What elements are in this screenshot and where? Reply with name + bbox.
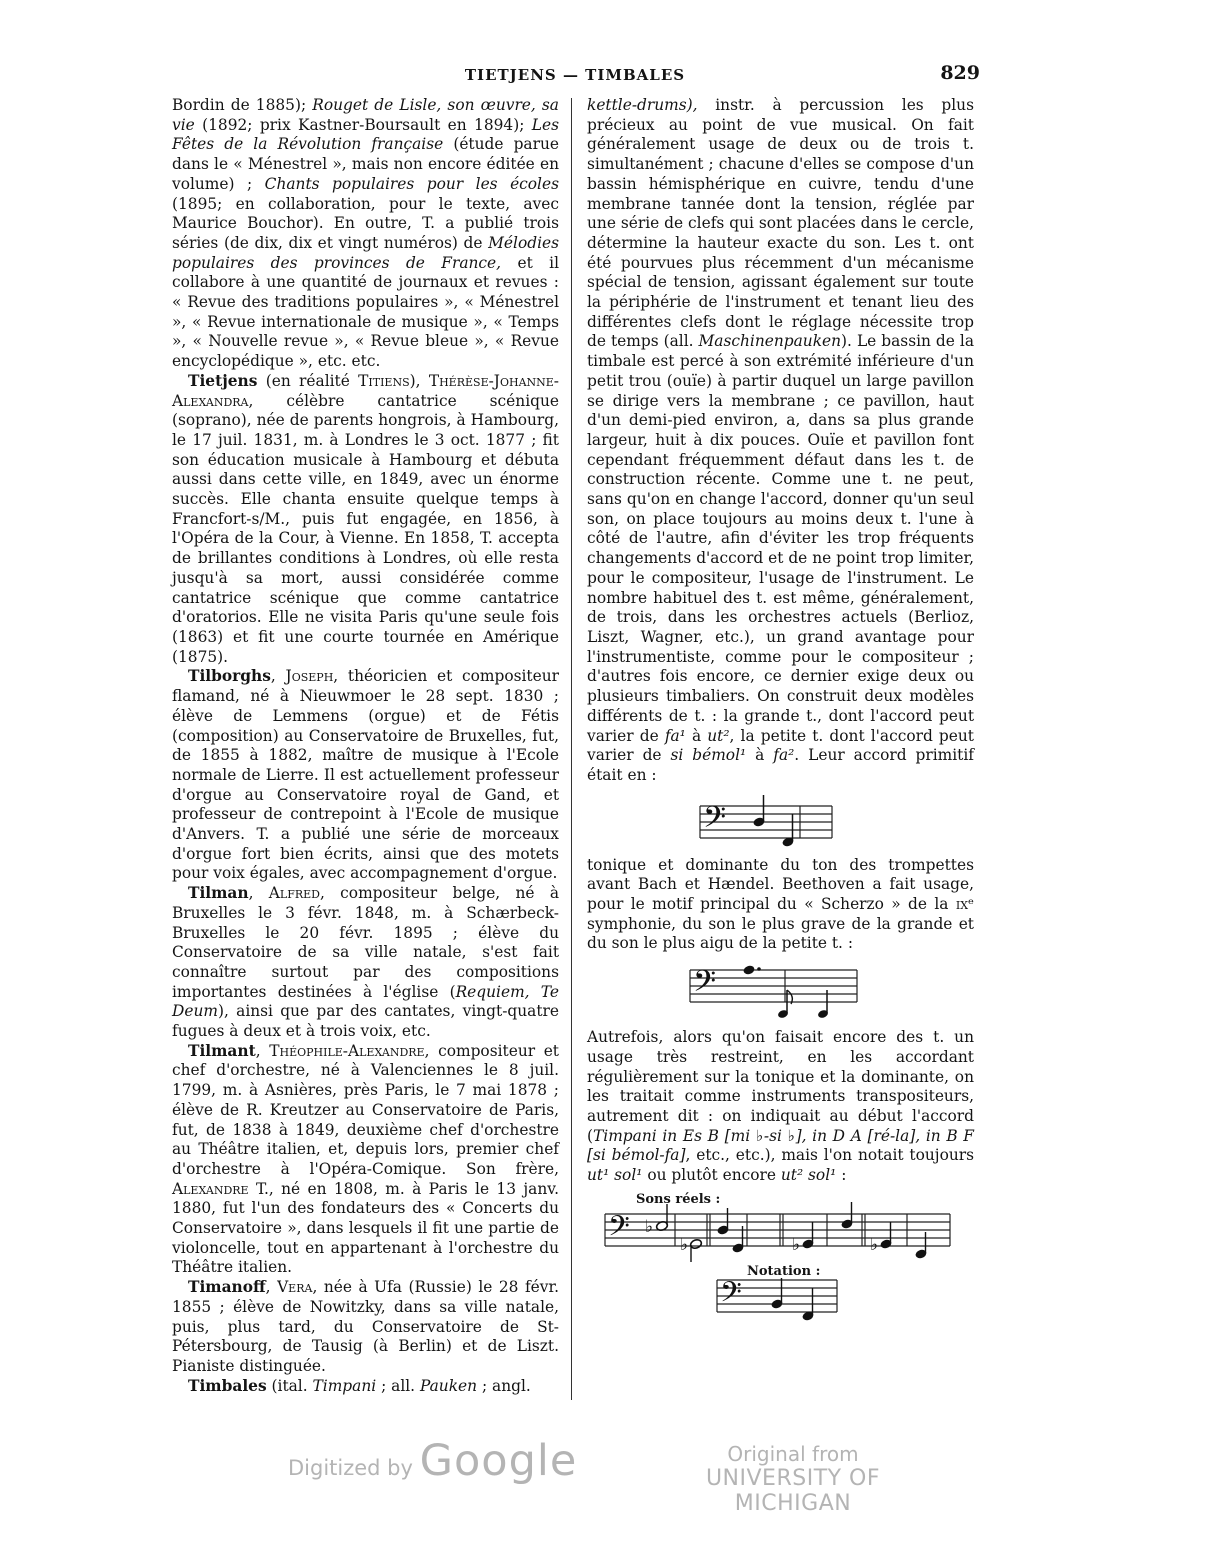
body-text: instr. à percussion les plus précieux au point de vue musical. On fait généralement usage de deux ou de trois t. simultanément ; chacune d'elles se compose d'un bassin hémisphérique en cuivre, tendu d'une membrane tannée dont la tension, réglée par une série de clefs qui sont placées dans le cercle, détermine la hauteur exacte du son. Les t. ont été pourvues plus récemment d'un mécanisme spécial de tension, agissant également sur toute la périphérie de l'instrument et tenant lieu des différentes clefs dont le réglage nécessite trop de temps (all. <box>587 96 974 351</box>
headword: Tilmant <box>188 1041 256 1060</box>
italic-text: Mélodies populaires des provinces de France, <box>172 233 559 272</box>
body-text: , la petite t. dont l'accord peut varier de <box>587 726 974 765</box>
body-text: : <box>836 1166 847 1185</box>
svg-text:♭: ♭ <box>792 1234 801 1255</box>
headword: Timanoff <box>188 1278 266 1297</box>
small-caps-text: Titiens <box>358 371 410 390</box>
body-text: ou plutôt encore <box>642 1166 781 1185</box>
svg-text:𝄢: 𝄢 <box>720 1275 742 1316</box>
right-column <box>587 96 974 1322</box>
body-text: (1895; en collaboration, pour le texte, avec Maurice Bouchor). En outre, T. a publié trois séries (de dix, dix et vingt numéros) de <box>172 194 559 252</box>
body-text: (étude parue dans le « Ménestrel », mais non encore éditée en volume) ; <box>172 135 559 193</box>
original-from-watermark <box>668 1442 918 1516</box>
body-text: tonique et dominante du ton des trompettes avant Bach et Hændel. Beethoven a fait usage, pour le motif principal du « Scherzo » de la <box>587 855 974 914</box>
small-caps-text: ixᵉ <box>955 895 974 914</box>
italic-text: fa² <box>773 746 795 765</box>
italic-text: Timpani in Es B [mi ♭-si ♭], in D A [ré-la], in B F [si bémol-fa] <box>587 1126 974 1165</box>
music-example-primitive-tuning <box>587 792 974 848</box>
body-text: Autrefois, alors qu'on faisait encore des t. un usage très restreint, en les accordant régulièrement sur la tonique et la dominante, on les traitait comme instruments transpositeurs, autrement dit : on indiquait au début l'accord ( <box>587 1028 974 1145</box>
entry-text <box>172 667 559 882</box>
small-caps-text: Vera <box>277 1278 313 1297</box>
body-text: , <box>270 667 286 686</box>
body-text: à <box>746 746 774 765</box>
music-example-real-and-notation <box>587 1190 974 1322</box>
svg-text:𝄢: 𝄢 <box>693 965 717 1007</box>
small-caps-text: Alexandre <box>172 1179 249 1198</box>
entry-tilman <box>172 884 559 1042</box>
italic-text: ut² sol¹ <box>780 1166 837 1185</box>
page-header <box>170 62 980 92</box>
original-from-label: Original from <box>727 1442 859 1466</box>
transposing-paragraph <box>587 1028 974 1186</box>
headword: Tilborghs <box>188 667 271 686</box>
label-sons-reels: Sons réels : <box>636 1191 721 1207</box>
italic-text: ut¹ sol¹ <box>587 1166 643 1185</box>
body-text: symphonie, du son le plus grave de la grande et du son le plus aigu de la petite t. : <box>587 914 974 953</box>
italic-text: Chants populaires pour les écoles <box>264 174 559 193</box>
body-text: , compositeur et chef d'orchestre, né à Valenciennes le 8 juil. 1799, m. à Asnières, près Paris, le 7 mai 1878 ; élève de R. Kreutzer au Conservatoire de Paris, fut, de 1838 à 1849, deuxième chef d'orchestre au Théâtre italien, et, depuis lors, premier chef d'orchestre à l'Opéra-Comique. Son frère, <box>172 1041 559 1178</box>
staff-sons-reels <box>587 1202 974 1262</box>
entry-text <box>172 372 559 666</box>
entry-tilborghs <box>172 667 559 884</box>
body-text: (en réalité <box>257 371 359 390</box>
svg-text:♭: ♭ <box>870 1234 879 1255</box>
staff-notation <box>587 1274 974 1322</box>
label-notation: Notation : <box>747 1263 821 1279</box>
body-text: , <box>255 1041 270 1060</box>
body-text: ; all. <box>376 1376 420 1395</box>
body-text: ), <box>409 371 429 390</box>
italic-text: fa¹ <box>664 726 686 745</box>
digitized-by-google-watermark <box>288 1436 577 1486</box>
continuation-paragraph <box>172 96 559 372</box>
italic-text: Pauken <box>419 1376 478 1395</box>
svg-text:𝄢: 𝄢 <box>703 800 727 842</box>
body-text: , <box>265 1278 278 1297</box>
italic-text: si bémol¹ <box>670 746 747 765</box>
italic-text: Requiem, Te Deum <box>172 982 559 1021</box>
svg-text:𝄢: 𝄢 <box>608 1209 630 1250</box>
timbales-description <box>587 96 974 786</box>
entry-text <box>172 884 559 1040</box>
google-logo: Google <box>419 1436 578 1486</box>
entry-tilmant <box>172 1042 559 1278</box>
body-text: , célèbre cantatrice scénique (soprano), née de parents hongrois, à Hambourg, le 17 juil. 1831, m. à Londres le 3 oct. 1877 ; fit son éducation musicale à Hambourg et débuta aussi dans cette ville, en 1849, avec un énorme succès. Elle chanta ensuite quelque temps à Francfort-s/M., puis fut engagée, en 1856, à l'Opéra de la Cour, à Vienne. En 1858, T. accepta de brillantes conditions à Londres, où elle resta jusqu'à sa mort, aussi considérée comme cantatrice scénique que comme cantatrice d'oratorios. Elle ne visita Paris qu'une seule fois (1863) et fit une courte tournée en Amérique (1875). <box>172 391 559 666</box>
entry-timbales <box>172 1377 559 1397</box>
column-divider <box>571 98 572 1400</box>
digitized-prefix: Digitized by <box>288 1456 413 1480</box>
music-example-scherzo <box>587 960 974 1020</box>
body-text: ), ainsi que par des cantates, vingt-quatre fugues à deux et à trois voix, etc. <box>172 1002 559 1041</box>
body-text: ; angl. <box>477 1376 531 1395</box>
italic-text: Timpani <box>312 1376 377 1395</box>
italic-text: Rouget de Lisle, son œuvre, sa vie <box>172 96 559 134</box>
left-column <box>172 96 559 1396</box>
body-text: ). Le bassin de la timbale est percé à son extrémité inférieure d'un petit trou (ouïe) à partir duquel un large pavillon se dirige vers la membrane ; ce pavillon, haut d'un demi-pied environ, a, dans sa plus grande largeur, huit à dix pouces. Ouïe et pavillon font cependant fréquemment défaut dans les t. de construction récente. Comme une t. ne peut, sans qu'on en change l'accord, donner qu'un seul son, on place toujours au moins deux t. l'une à côté de l'autre, afin d'éviter les trop fréquents changements d'accord et de ne point trop limiter, pour le compositeur, l'usage de l'instrument. Le nombre habituel des t. est même, généralement, de trois, dans les orchestres actuels (Berlioz, Liszt, Wagner, etc.), un grand avantage pour l'instrumentiste, comme pour le compositeur ; d'autres fois encore, ce dernier exige deux ou plusieurs timbaliers. On construit deux modèles différents de t. : la grande t., dont l'accord peut varier de <box>587 332 974 745</box>
body-text: , théoricien et compositeur flamand, né à Nieuwmoer le 28 sept. 1830 ; élève de Lemmens (orgue) et de Fétis (composition) au Conservatoire de Bruxelles, fut, de 1855 à 1882, maître de musique à l'Ecole normale de Lierre. Il est actuellement professeur d'orgue au Conservatoire royal de Gand, et professeur de contrepoint à l'Ecole de musique d'Anvers. T. a publié une série de morceaux d'orgue fort bien écrits, ainsi que des motets pour voix égales, avec accompagnement d'orgue. <box>172 667 559 883</box>
italic-text: Les Fêtes de la Révolution française <box>172 115 559 154</box>
page-number: 829 <box>940 62 980 84</box>
body-text: , <box>248 884 269 903</box>
body-text: , etc., etc.), mais l'on notait toujours <box>685 1146 974 1165</box>
svg-text:♭: ♭ <box>680 1234 689 1255</box>
university-name: UNIVERSITY OF MICHIGAN <box>705 1466 881 1516</box>
entry-text <box>267 1377 531 1395</box>
beethoven-paragraph <box>587 856 974 955</box>
headword: Tietjens <box>188 371 258 390</box>
entry-timanoff <box>172 1278 559 1377</box>
small-caps-text: Théophile-Alexandre <box>269 1041 425 1060</box>
small-caps-text: Joseph <box>285 667 334 686</box>
running-head: TIETJENS — TIMBALES <box>464 66 686 84</box>
italic-text: kettle-drums), <box>587 96 698 114</box>
body-text: T., né en 1808, m. à Paris le 13 janv. 1880, fut l'un des fondateurs des « Concerts du Conservatoire », dans lesquels il fit une partie de violoncelle, tout en appartenant à l'orchestre du Théâtre italien. <box>172 1179 559 1277</box>
italic-text: Maschinenpauken <box>698 332 842 351</box>
body-text: , compositeur belge, né à Bruxelles le 3 févr. 1848, m. à Schærbeck-Bruxelles le 20 févr. 1895 ; élève du Conservatoire de sa ville natale, s'est fait connaître surtout par des compositions importantes destinées à l'église ( <box>172 884 559 1001</box>
entry-text <box>172 1042 559 1277</box>
entry-tietjens <box>172 372 559 668</box>
small-caps-text: Thérèse-Johanne-Alexandra <box>172 371 559 410</box>
body-text: à <box>685 726 708 745</box>
body-text: . Leur accord primitif était en : <box>587 746 974 784</box>
headword: Timbales <box>188 1376 267 1395</box>
body-text: (1892; prix Kastner-Boursault en 1894); <box>194 115 532 134</box>
headword: Tilman <box>188 884 249 903</box>
small-caps-text: Alfred <box>268 884 320 903</box>
body-text: et il collabore à une quantité de journaux et revues : « Revue des traditions populaires », « Ménestrel », « Revue internationale de musique », « Temps », « Nouvelle revue », « Revue bleue », « Revue encyclopédique », etc. etc. <box>172 253 559 371</box>
body-text: Bordin de 1885); <box>172 96 313 114</box>
svg-text:♭: ♭ <box>645 1216 654 1237</box>
body-text: (ital. <box>266 1376 313 1395</box>
italic-text: ut² <box>707 726 730 745</box>
body-text: , née à Ufa (Russie) le 28 févr. 1855 ; élève de Nowitzky, dans sa ville natale, puis, plus tard, du Conservatoire de St-Pétersbourg, de Tausig (à Berlin) et de Liszt. Pianiste distinguée. <box>172 1278 559 1375</box>
